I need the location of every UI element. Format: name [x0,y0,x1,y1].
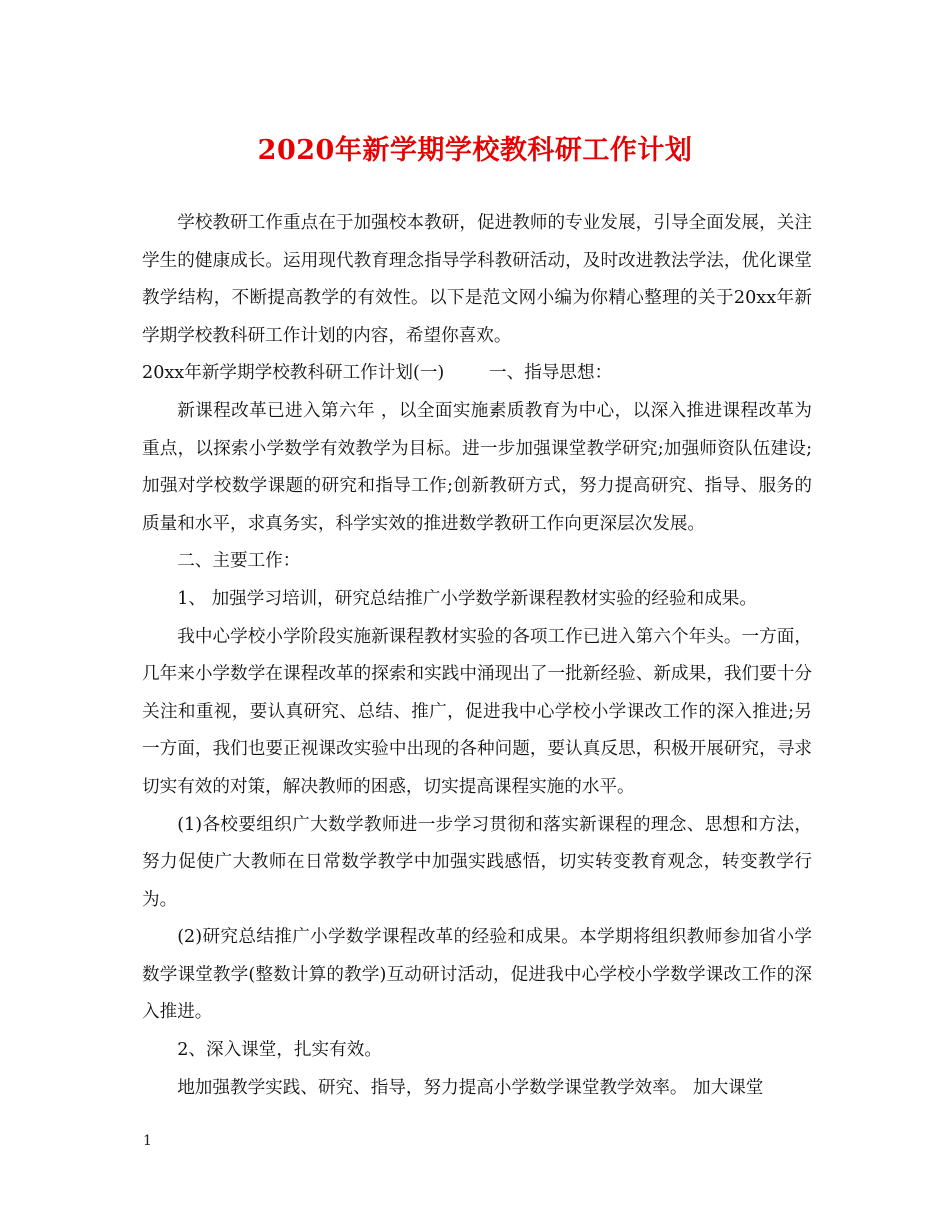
paragraph-item-1-body: 我中心学校小学阶段实施新课程教材实验的各项工作已进入第六个年头。一方面，几年来小学数学在课程改革的探索和实践中涌现出了一批新经验、新成果，我们要十分关注和重视，要认真研究、总结、推广，促进我中心学校小学课改工作的深入推进;另一方面，我们也要正视课改实验中出现的各种问题，要认真反思，积极开展研究，寻求切实有效的对策，解决教师的困惑，切实提高课程实施的水平。 [142,626,812,797]
paragraph-item-1-sub-1: (1)各校要组织广大数学教师进一步学习贯彻和落实新课程的理念、思想和方法，努力促使广大教师在日常数学教学中加强实践感悟，切实转变教育观念，转变教学行为。 [142,814,812,910]
paragraph-item-2-body: 地加强教学实践、研究、指导，努力提高小学数学课堂教学效率。 加大课堂 [177,1077,764,1098]
paragraph-item-1-sub-2: (2)研究总结推广小学数学课程改革的经验和成果。本学期将组织教师参加省小学数学课堂教学(整数计算的教学)互动研讨活动，促进我中心学校小学数学课改工作的深入推进。 [142,927,812,1023]
paragraph-intro: 学校教研工作重点在于加强校本教研，促进教师的专业发展，引导全面发展，关注学生的健康成长。运用现代教育理念指导学科教研活动，及时改进教法学法，优化课堂教学结构，不断提高教学的有效性。以下是范文网小编为你精心整理的关于20xx年新学期学校教科研工作计划的内容，希望你喜欢。 [142,213,812,346]
paragraph-plan-one-heading: 20xx年新学期学校教科研工作计划(一) 一、指导思想： [142,363,613,384]
document-title: 2020年新学期学校教科研工作计划 [257,135,693,166]
page-number: 1 [143,1133,152,1149]
paragraph-guiding-thought: 新课程改革已进入第六年 ，以全面实施素质教育为中心，以深入推进课程改革为重点，以探索小学数学有效教学为目标。进一步加强课堂教学研究;加强师资队伍建设;加强对学校数学课题的研究和指导工作;创新教研方式，努力提高研究、指导、服务的质量和水平，求真务实，科学实效的推进数学教研工作向更深层次发展。 [142,400,812,534]
paragraph-item-1: 1、 加强学习培训，研究总结推广小学数学新课程教材实验的经验和成果。 [177,588,757,609]
document-body [142,205,812,1107]
paragraph-item-2: 2、深入课堂，扎实有效。 [177,1040,382,1061]
paragraph-main-work-heading: 二、主要工作： [177,551,301,572]
